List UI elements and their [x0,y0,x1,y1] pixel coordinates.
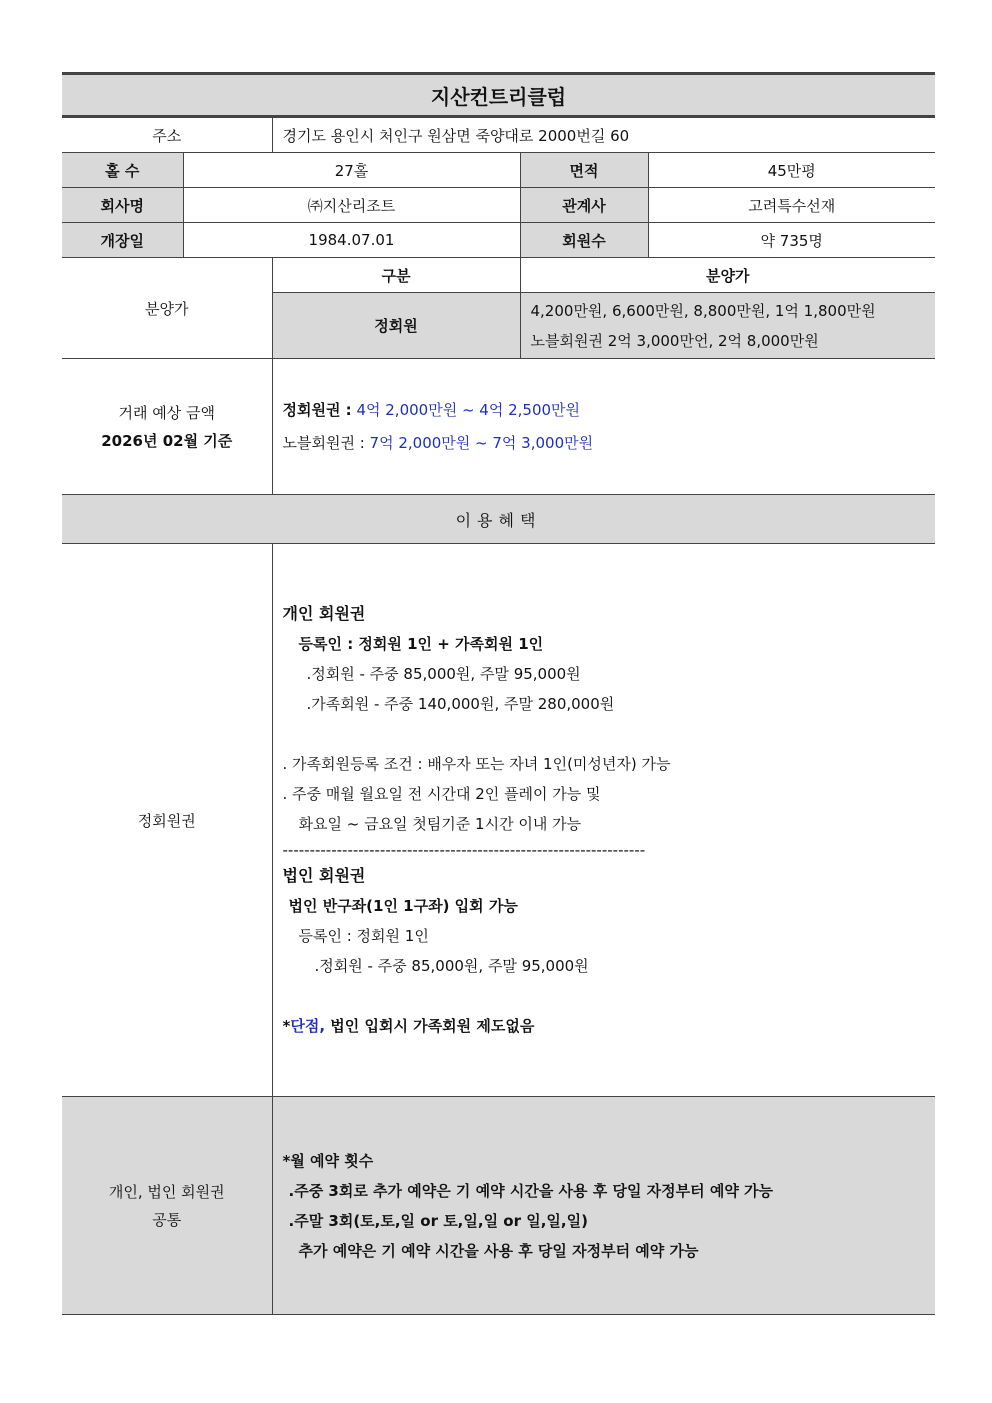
affiliate-label: 관계사 [520,188,648,223]
affiliate-value: 고려특수선재 [648,188,935,223]
expected-regular-value: 4억 2,000만원 ~ 4억 2,500만원 [351,400,581,419]
area-label: 면적 [520,153,648,188]
regular-details [272,544,935,1097]
expected-price-label [62,359,272,495]
sale-type: 정회원 [272,293,520,359]
expected-noble [283,427,926,460]
address-label: 주소 [62,117,272,153]
expected-prices [272,359,935,495]
info-row [62,223,935,258]
corp-fee: .정회원 - 주중 85,000원, 주말 95,000원 [314,957,589,975]
corp-title: 법인 회원권 [282,866,366,885]
company-label: 회사명 [62,188,183,223]
info-row [62,188,935,223]
personal-title: 개인 회원권 [282,604,366,623]
info-row [62,153,935,188]
sale-price-line-1: 4,200만원, 6,600만원, 8,800만원, 1억 1,800만원 [530,301,876,320]
weakness-word: 단점, [290,1017,326,1035]
expected-regular-label: 정회원권 : [282,400,352,419]
sale-col-price: 분양가 [520,258,935,293]
area-value: 45만평 [648,153,935,188]
condition-3: 화요일 ~ 금요일 첫팀기준 1시간 이내 가능 [298,815,582,833]
holes-label: 홀 수 [62,153,183,188]
company-value: ㈜지산리조트 [183,188,520,223]
corp-line: 법인 반구좌(1인 1구좌) 입회 가능 [288,897,518,915]
separator: ------------------------------------------------------------------- [282,841,646,859]
address-value: 경기도 용인시 처인구 원삼면 죽양대로 2000번길 60 [272,117,935,153]
holes-value: 27홀 [183,153,520,188]
weakness-star: * [282,1017,291,1035]
members-value: 약 735명 [648,223,935,258]
weakness-text: 법인 입회시 가족회원 제도없음 [325,1017,535,1035]
common-line-1: .주중 3회로 추가 예약은 기 예약 시간을 사용 후 당일 자정부터 예약 가능 [288,1181,774,1200]
common-title: *월 예약 횟수 [282,1151,374,1170]
expected-noble-label: 노블회원권 : [282,433,365,452]
regular-label: 정회원권 [62,544,272,1097]
common-label-2: 공통 [152,1210,182,1229]
condition-1: . 가족회원등록 조건 : 배우자 또는 자녀 1인(미성년자) 가능 [282,755,671,773]
golf-club-info-sheet [62,72,935,1315]
opening-value: 1984.07.01 [183,223,520,258]
members-label: 회원수 [520,223,648,258]
sale-price-label: 분양가 [62,258,272,359]
personal-registrant-text: 등록인 : 정회원 1인 + 가족회원 1인 [298,635,544,653]
opening-label: 개장일 [62,223,183,258]
sale-col-type: 구분 [272,258,520,293]
sale-prices [520,293,935,359]
weakness-note [283,1011,926,1041]
personal-fee-2: .가족회원 - 주중 140,000원, 주말 280,000원 [306,695,615,713]
common-line-2: .주말 3회(토,토,일 or 토,일,일 or 일,일,일) [288,1211,588,1230]
common-label [62,1097,272,1315]
expected-regular [283,394,926,427]
expected-label-2: 2026년 02월 기준 [101,431,233,450]
sale-price-line-2: 노블회원권 2억 3,000만언, 2억 8,000만원 [530,331,819,350]
benefits-header: 이용혜택 [62,495,935,544]
common-details [272,1097,935,1315]
page-title: 지산컨트리클럽 [62,74,935,117]
common-line-3: 추가 예약은 기 예약 시간을 사용 후 당일 자정부터 예약 가능 [298,1241,699,1260]
expected-noble-value: 7억 2,000만원 ~ 7억 3,000만원 [364,433,594,452]
expected-label-1: 거래 예상 금액 [118,403,215,422]
corp-registrant: 등록인 : 정회원 1인 [298,927,429,945]
condition-2: . 주중 매월 월요일 전 시간대 2인 플레이 가능 및 [282,785,601,803]
common-label-1: 개인, 법인 회원권 [108,1182,225,1201]
personal-fee-1: .정회원 - 주중 85,000원, 주말 95,000원 [306,665,581,683]
personal-registrant [283,629,926,659]
